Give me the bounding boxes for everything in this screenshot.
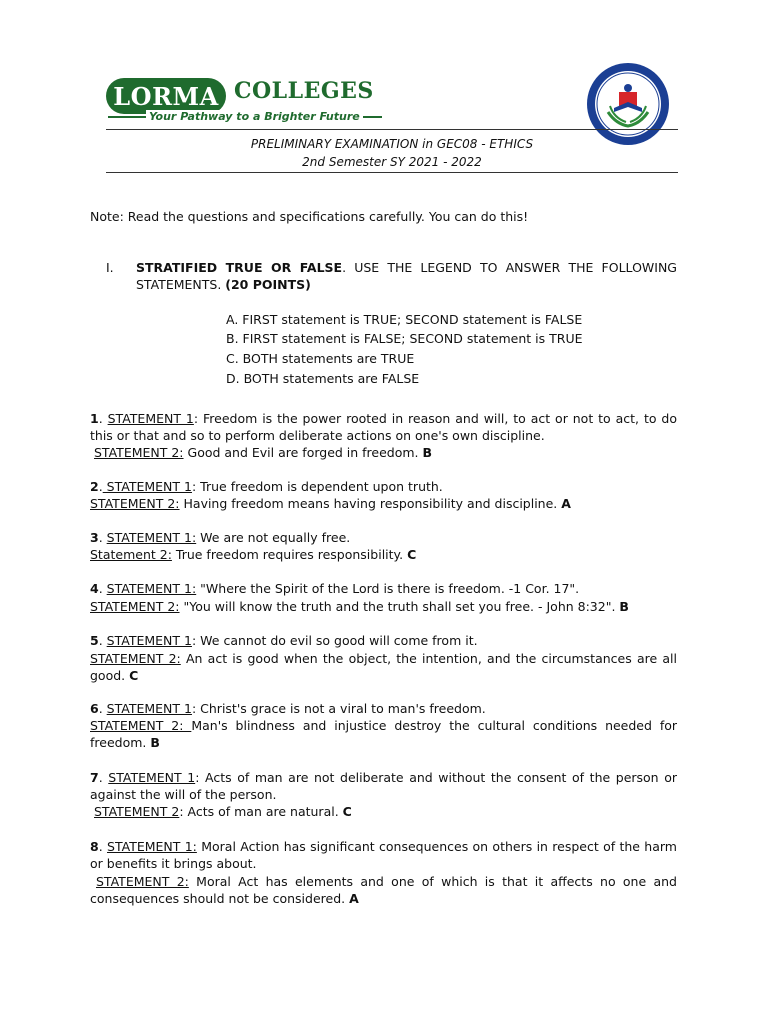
question-5-statement-1: 5. STATEMENT 1: We cannot do evil so good will come from it. [90, 633, 478, 648]
question-number: 4 [90, 581, 99, 596]
answer-key: C [129, 668, 139, 683]
question-number: 8 [90, 839, 99, 854]
statement-text: : We cannot do evil so good will come from it. [191, 633, 478, 648]
statement-label: STATEMENT 2: [96, 874, 189, 889]
question-8-statement-2 [90, 873, 677, 907]
statement-label: STATEMENT 1 [107, 411, 194, 426]
statement-text: : Acts of man are not deliberate and without the consent of the person or against the will of the person. [90, 770, 677, 802]
statement-label: STATEMENT 2: [90, 651, 181, 666]
header-rule-bottom [106, 172, 678, 173]
legend-item: B. FIRST statement is FALSE; SECOND statement is TRUE [226, 331, 583, 346]
lorma-logo [106, 70, 386, 130]
legend-item: D. BOTH statements are FALSE [226, 371, 420, 386]
section-instruction: . USE THE LEGEND TO ANSWER THE FOLLOWING [342, 260, 677, 275]
question-1-statement-1: 1. STATEMENT 1: Freedom is the power rooted in reason and will, to act or not to act, to do this or that and so to perform deliberate actions on one's own discipline. [90, 411, 677, 443]
question-7-statement-2 [94, 803, 677, 820]
question-6-statement-1: 6. STATEMENT 1: Christ's grace is not a viral to man's freedom. [90, 701, 486, 716]
statement-text: Moral Action has significant consequences on others in respect of the harm or benefits it brings about. [90, 839, 677, 871]
question-number: 1 [90, 411, 99, 426]
legend-item: A. FIRST statement is TRUE; SECOND statement is FALSE [226, 312, 583, 327]
semester-line: 2nd Semester SY 2021 - 2022 [302, 155, 482, 169]
statement-label: STATEMENT 1: [106, 530, 197, 545]
logo-badge [106, 78, 226, 114]
question-6-statement-2 [90, 717, 677, 751]
logo-word-lorma: LORMA [113, 81, 219, 111]
answer-key: B [619, 599, 629, 614]
statement-label: STATEMENT 1: [107, 839, 197, 854]
legend-item: C. BOTH statements are TRUE [226, 351, 415, 366]
question-number: 7 [90, 770, 99, 785]
section-title: STRATIFIED TRUE OR FALSE [136, 260, 343, 275]
statement-label: Statement 2: [90, 547, 172, 562]
question-3-statement-2 [90, 546, 677, 563]
statement-label: STATEMENT 1 [106, 633, 192, 648]
question-5-statement-2 [90, 650, 677, 684]
statement-text: : True freedom is dependent upon truth. [191, 479, 443, 494]
question-4-statement-1: 4. STATEMENT 1: "Where the Spirit of the Lord is there is freedom. -1 Cor. 17". [90, 581, 580, 596]
question-number: 2 [90, 479, 99, 494]
exam-title: PRELIMINARY EXAMINATION in GEC08 - ETHICS [250, 137, 534, 151]
statement-text: We are not equally free. [196, 530, 351, 545]
logo-tagline: Your Pathway to a Brighter Future [146, 110, 363, 123]
answer-key: C [407, 547, 417, 562]
question-7-statement-1: 7. STATEMENT 1: Acts of man are not deliberate and without the consent of the person or against the will of the person. [90, 770, 677, 802]
statement-text: : Freedom is the power rooted in reason and will, to act or not to act, to do this or that and so to perform deliberate actions on one's own discipline. [90, 411, 677, 443]
question-2-statement-2 [90, 495, 677, 512]
statement-label: STATEMENT 2: [90, 496, 180, 511]
answer-key: B [422, 445, 433, 460]
answer-key: A [561, 496, 571, 511]
answer-key: C [342, 804, 352, 819]
statement-label: STATEMENT 2: [90, 718, 192, 733]
statement-label: STATEMENT 1 [106, 701, 192, 716]
answer-key: A [349, 891, 359, 906]
statement-text: Good and Evil are forged in freedom. [183, 445, 423, 460]
statement-text: : Christ's grace is not a viral to man's freedom. [191, 701, 486, 716]
header-rule-top [106, 129, 678, 130]
statement-text: "Where the Spirit of the Lord is there is freedom. -1 Cor. 17". [196, 581, 580, 596]
answer-key: B [150, 735, 160, 750]
statement-text: Man's blindness and injustice destroy the cultural conditions needed for freedom. [90, 718, 678, 750]
question-number: 6 [90, 701, 99, 716]
section-instruction-cont: STATEMENTS. [136, 277, 226, 292]
question-number: 5 [90, 633, 99, 648]
statement-label: STATEMENT 1 [108, 770, 196, 785]
question-3-statement-1: 3. STATEMENT 1: We are not equally free. [90, 530, 351, 545]
section-instruction-line1 [136, 259, 677, 276]
statement-text: Moral Act has elements and one of which is that it affects no one and consequences should not be considered. [90, 874, 677, 906]
question-2-statement-1: 2. STATEMENT 1: True freedom is dependent upon truth. [90, 479, 443, 494]
question-1-statement-2 [94, 444, 677, 461]
statement-text: Having freedom means having responsibility and discipline. [179, 496, 562, 511]
section-numeral: I. [106, 260, 114, 275]
statement-label: STATEMENT 2: [94, 445, 184, 460]
statement-label: STATEMENT 1 [102, 479, 192, 494]
question-number: 3 [90, 530, 99, 545]
section-instruction-line2 [136, 276, 677, 293]
statement-label: STATEMENT 2 [94, 804, 180, 819]
question-4-statement-2 [90, 598, 677, 615]
logo-word-colleges: COLLEGES [234, 78, 374, 104]
college-seal-icon [586, 62, 670, 146]
question-8-statement-1: 8. STATEMENT 1: Moral Action has significant consequences on others in respect of the harm or benefits it brings about. [90, 839, 677, 871]
statement-text: : Acts of man are natural. [179, 804, 343, 819]
statement-text: True freedom requires responsibility. [171, 547, 408, 562]
statement-text: "You will know the truth and the truth shall set you free. - John 8:32". [179, 599, 620, 614]
section-points: (20 POINTS) [225, 277, 311, 292]
statement-text: An act is good when the object, the intention, and the circumstances are all good. [90, 651, 677, 683]
statement-label: STATEMENT 2: [90, 599, 180, 614]
statement-label: STATEMENT 1: [106, 581, 197, 596]
exam-note: Note: Read the questions and specifications carefully. You can do this! [90, 209, 529, 224]
